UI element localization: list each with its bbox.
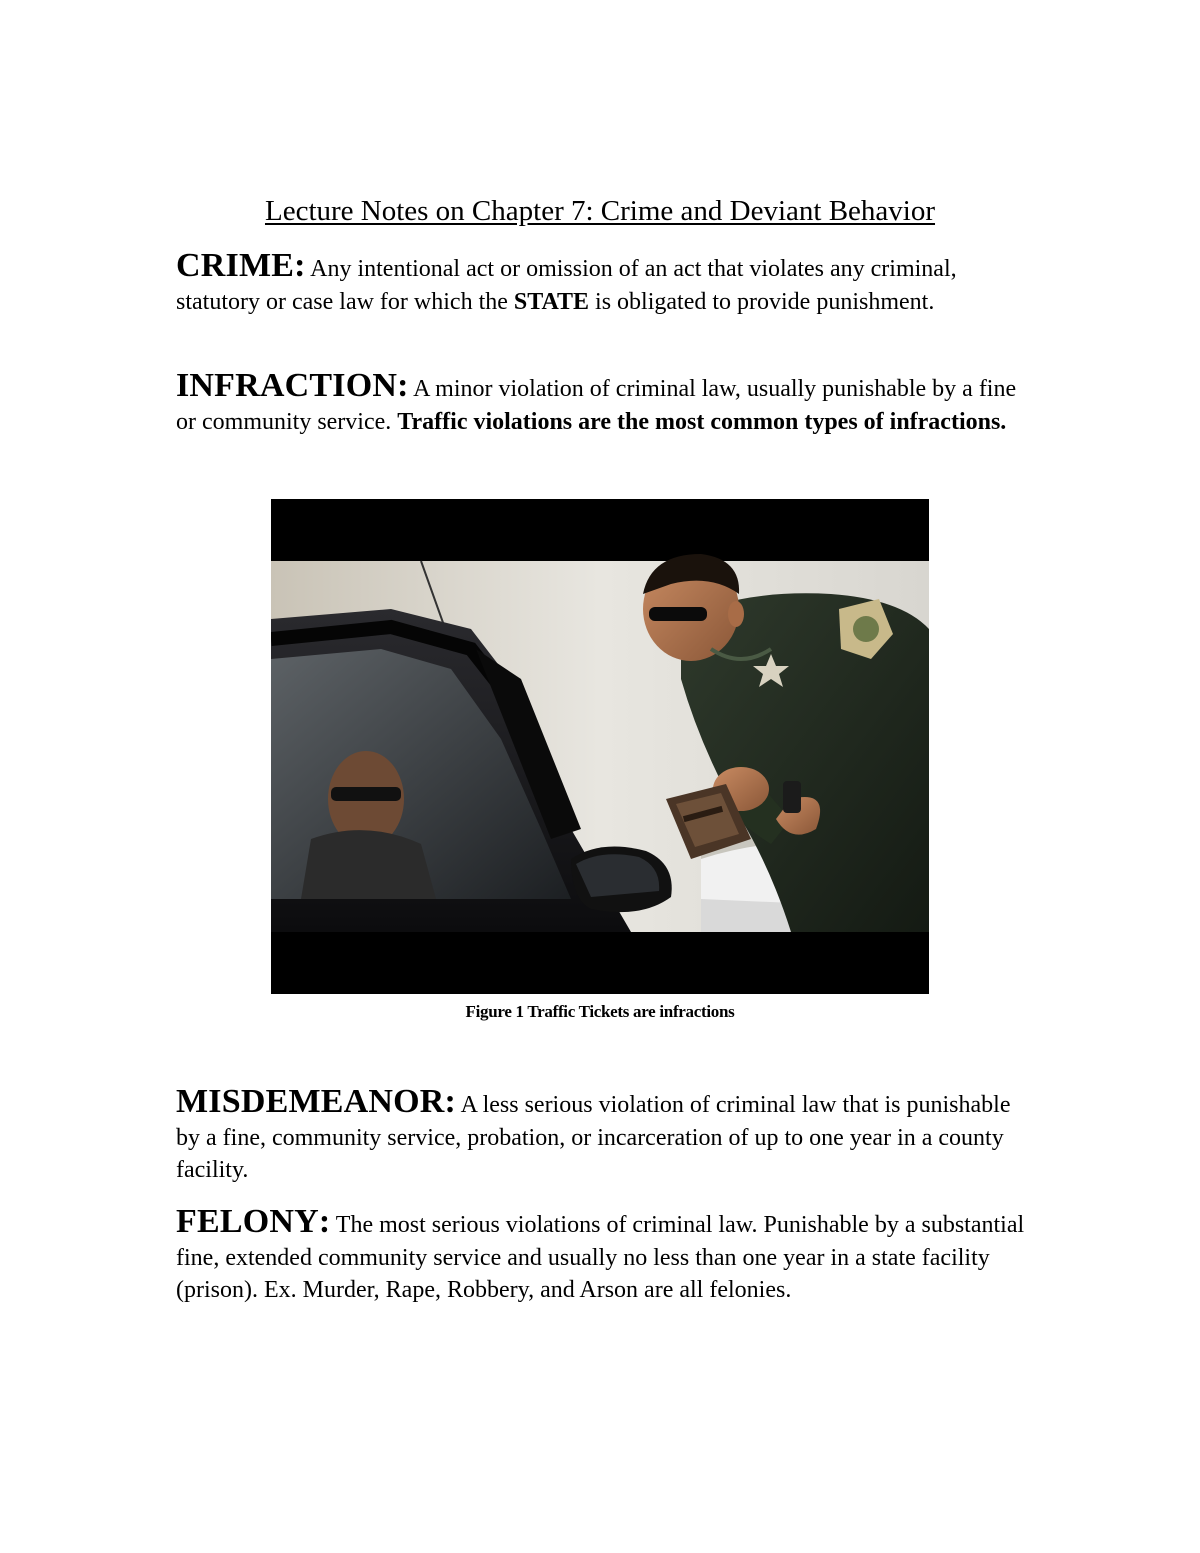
- traffic-stop-photo: [271, 499, 929, 994]
- definition-misdemeanor: [176, 1083, 1036, 1187]
- term-colon: :: [444, 1083, 456, 1120]
- definition-text: A less serious violation of criminal law that is punishable by a fine, community service, probation, or incarceration of up to one year in a county facility.: [176, 1092, 1011, 1183]
- figure-caption: Figure 1 Traffic Tickets are infractions: [465, 1002, 735, 1021]
- term-colon: :: [318, 1203, 331, 1240]
- page-title: Lecture Notes on Chapter 7: Crime and Deviant Behavior: [264, 195, 936, 227]
- term-misdemeanor: MISDEMEANOR: [176, 1083, 445, 1120]
- term-colon: :: [397, 367, 409, 404]
- term-crime: CRIME: [176, 247, 295, 284]
- definition-text: A minor violation of criminal law, usually punishable by a fine or community service.: [176, 376, 1017, 435]
- definition-emphasis: STATE: [513, 288, 590, 315]
- definition-felony: [176, 1203, 1036, 1307]
- definition-infraction: [176, 367, 1036, 438]
- definition-crime: [176, 247, 1036, 318]
- definition-emphasis: Traffic violations are the most common types of infractions.: [397, 408, 1007, 435]
- definition-text: The most serious violations of criminal law. Punishable by a substantial fine, extended community service and usually no less than one year in a state facility (prison). Ex. Murder, Rape, Robbery, and Arson are all felonies.: [176, 1212, 1025, 1303]
- definition-text: is obligated to provide punishment.: [589, 288, 935, 315]
- term-infraction: INFRACTION: [176, 367, 398, 404]
- term-felony: FELONY: [176, 1203, 319, 1240]
- term-colon: :: [294, 247, 306, 284]
- definition-text: Any intentional act or omission of an act that violates any criminal, statutory or case law for which the: [176, 256, 957, 315]
- traffic-stop-illustration: [271, 499, 929, 994]
